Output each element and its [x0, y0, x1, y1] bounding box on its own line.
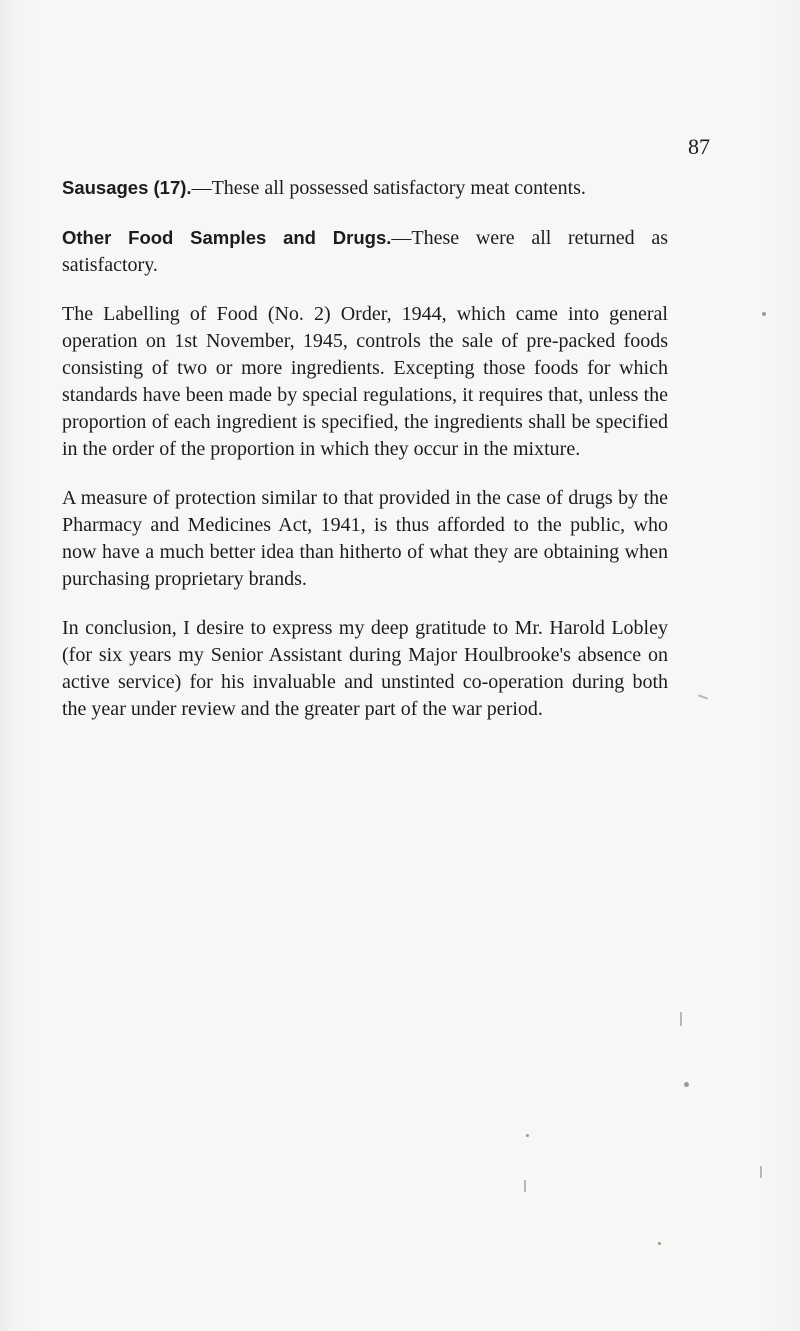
scan-speck [526, 1134, 529, 1137]
paragraph-other-food [62, 224, 668, 279]
paragraph-labelling: The Labelling of Food (No. 2) Order, 1944, which came into general operation on 1st November, 1945, controls the sale of pre-packed foods consisting of two or more ingredients. Excepting those foods for which standards have been made by special regulations, it requires that, unless the proportion of each ingredient is specified, the ingredients shall be specified in the order of the proportion in which they occur in the mixture. [62, 303, 668, 460]
paragraph-measure: A measure of protection similar to that provided in the case of drugs by the Pharmacy and Medicines Act, 1941, is thus afforded to the public, who now have a much better idea than hitherto of what they are obtaining when purchasing proprietary brands. [62, 487, 668, 590]
scan-mark [698, 694, 708, 699]
scan-speck [684, 1082, 689, 1087]
text-other-food: —These were all returned as satisfactory. [62, 227, 668, 276]
paragraph-sausages [62, 174, 668, 202]
paragraph-conclusion: In conclusion, I desire to express my deep gratitude to Mr. Harold Lobley (for six years my Senior Assistant during Major Houlbrooke's absence on active service) for his invaluable and unstinted co-operation during both the year under review and the greater part of the war period. [62, 617, 668, 720]
heading-sausages: Sausages (17). [62, 177, 192, 198]
scan-mark [524, 1180, 526, 1192]
text-sausages: —These all possessed satisfactory meat contents. [191, 177, 586, 199]
scan-mark [680, 1012, 682, 1026]
heading-other-food: Other Food Samples and Drugs. [62, 227, 392, 248]
scan-speck [658, 1242, 661, 1245]
body-text [62, 174, 668, 723]
page-number: 87 [688, 134, 710, 159]
scan-speck [762, 312, 766, 316]
scan-mark [760, 1166, 762, 1178]
